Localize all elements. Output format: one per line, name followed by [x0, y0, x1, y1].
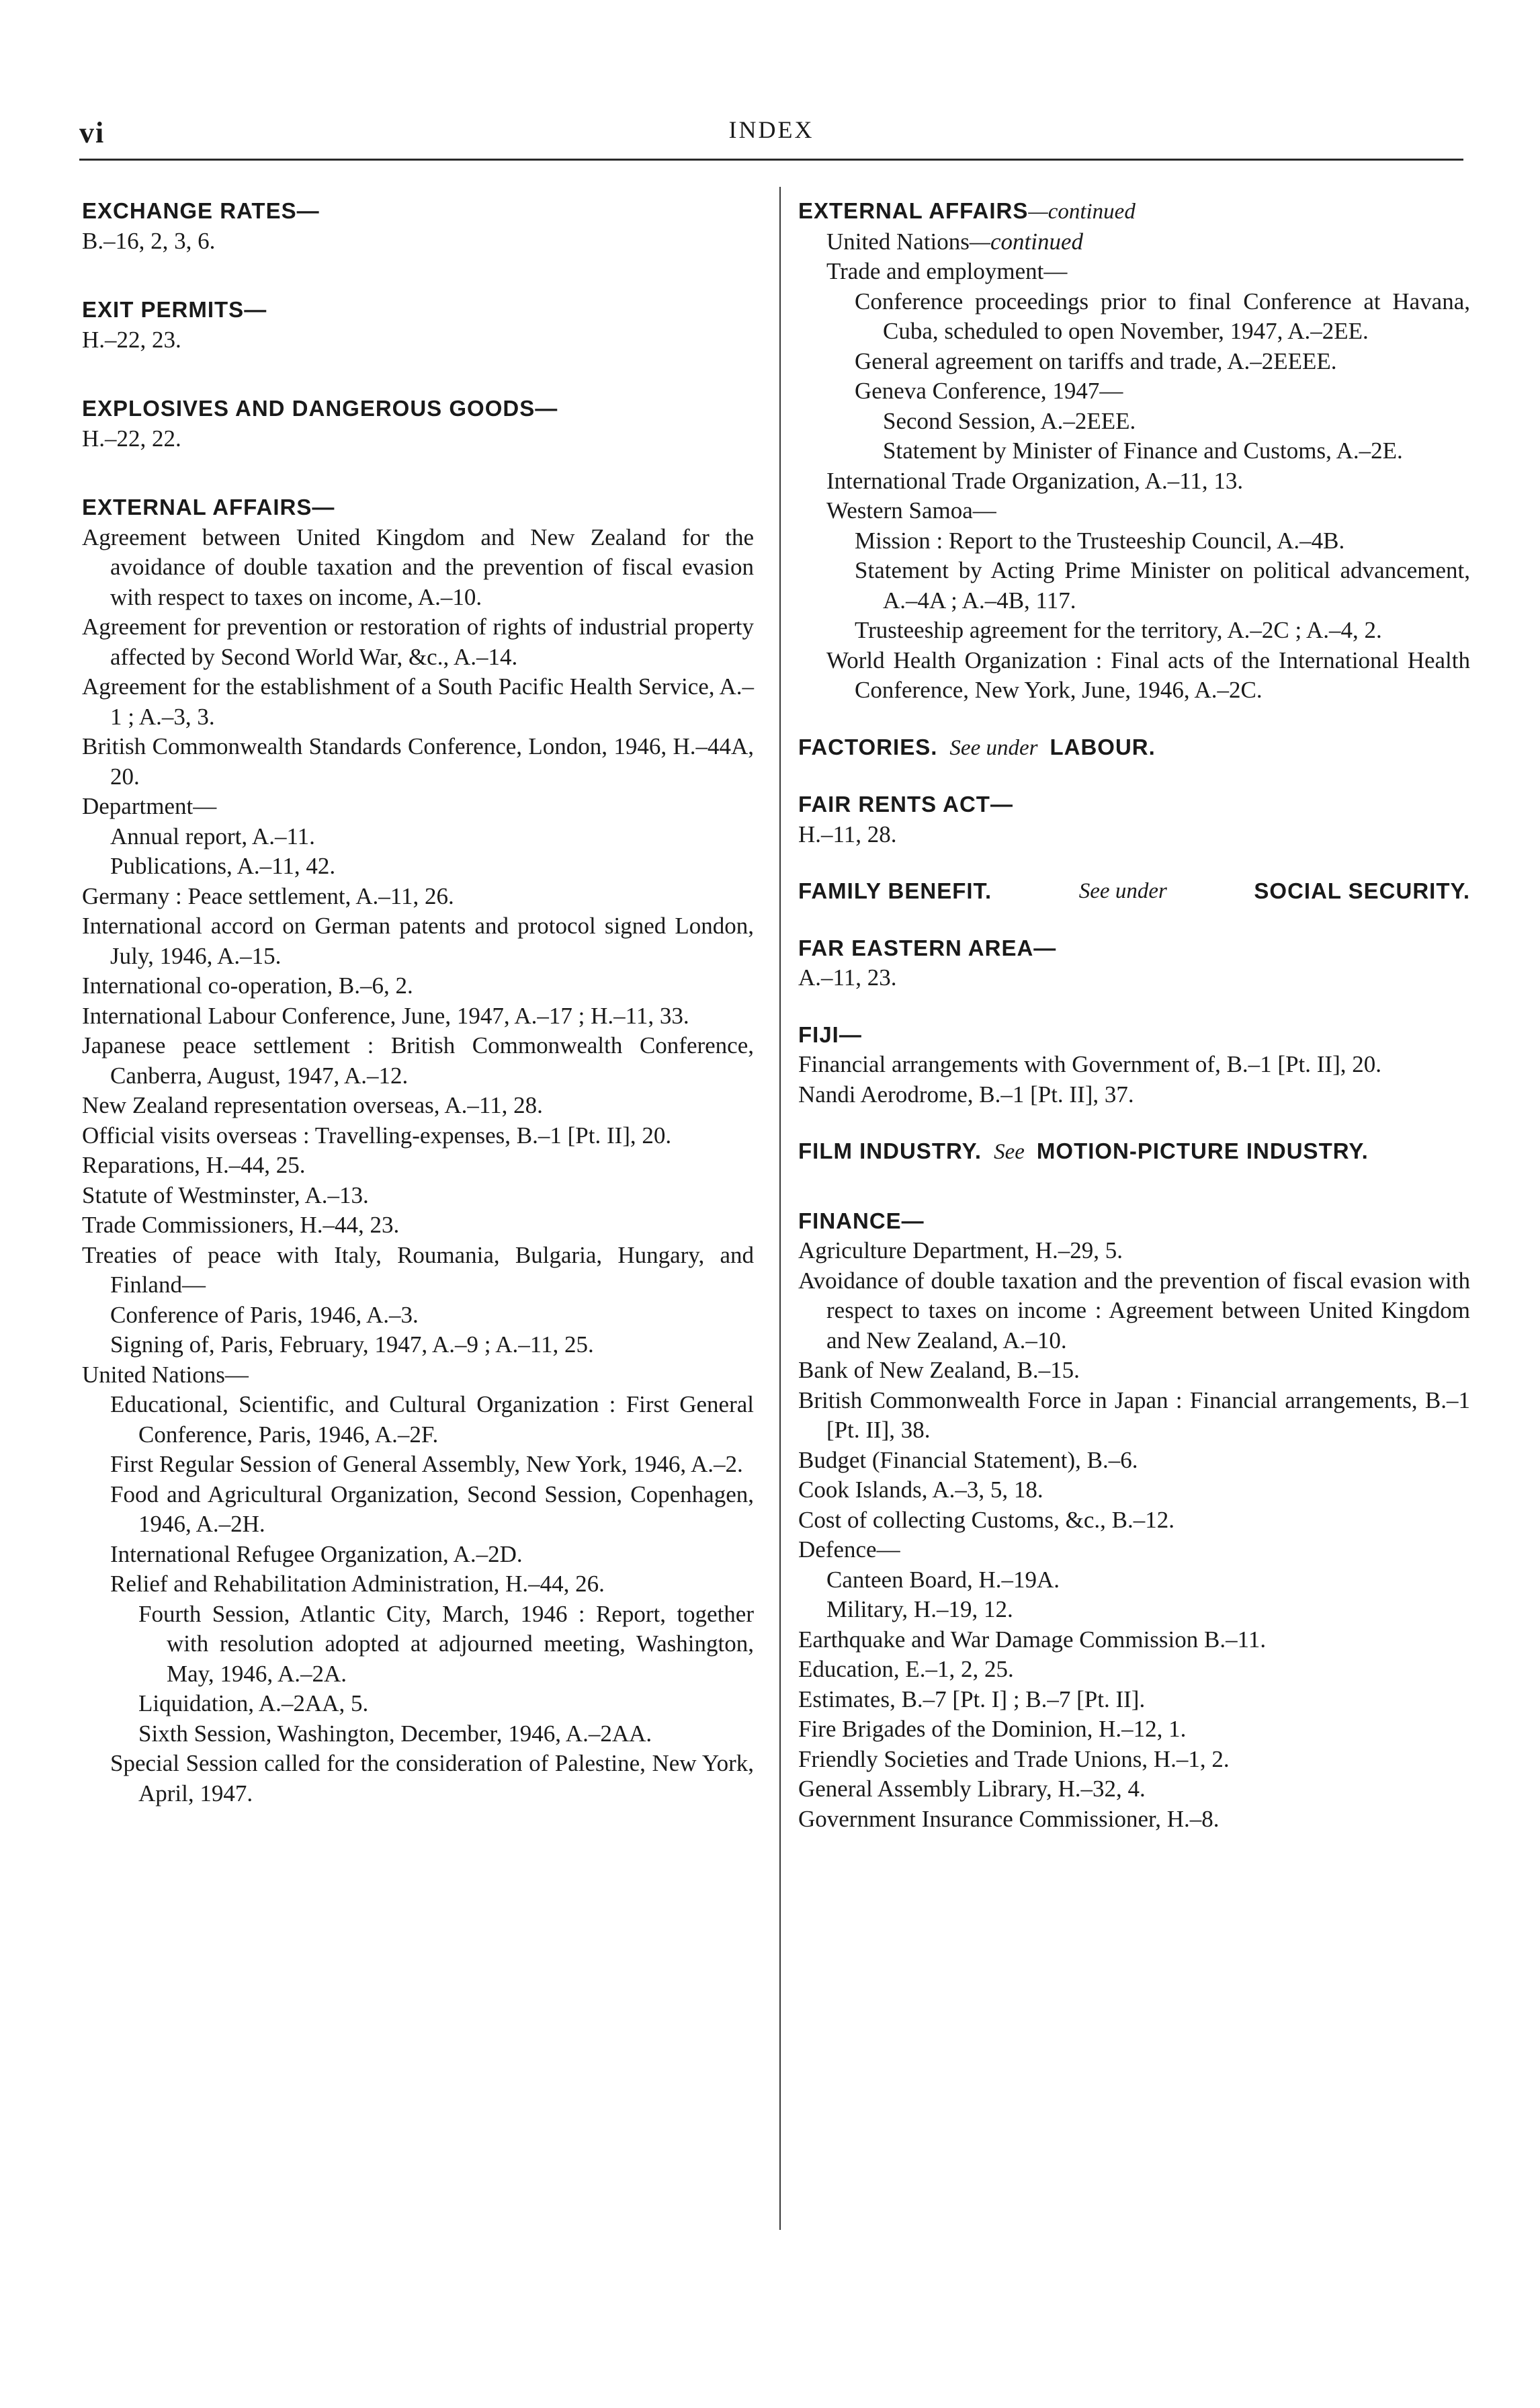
index-subentry: United Nations— [82, 1361, 249, 1388]
entry-items [82, 424, 754, 454]
entry-subheading: United Nations—continued [826, 228, 1084, 255]
index-subentry: Canteen Board, H.–19A. [826, 1566, 1060, 1593]
index-subentry: H.–22, 23. [82, 326, 181, 353]
index-subentry: Education, E.–1, 2, 25. [798, 1656, 1014, 1682]
index-subentry: B.–16, 2, 3, 6. [82, 227, 216, 254]
entry-items [798, 257, 1470, 706]
index-subentry: First Regular Session of General Assembly, New York, 1946, A.–2. [110, 1451, 743, 1477]
index-subentry: Annual report, A.–11. [110, 823, 315, 849]
index-subentry: Budget (Financial Statement), B.–6. [798, 1446, 1138, 1473]
index-entry-family-benefit [798, 876, 1470, 907]
index-subentry: Military, H.–19, 12. [826, 1596, 1013, 1622]
index-subentry: Trade and employment— [826, 258, 1068, 284]
index-subentry: Germany : Peace settlement, A.–11, 26. [82, 882, 454, 909]
index-entry-external-affairs-continued [798, 196, 1470, 706]
page-number: vi [79, 116, 105, 149]
index-subentry: British Commonwealth Standards Conference, London, 1946, H.–44A, 20. [82, 733, 754, 790]
entry-items [798, 820, 1470, 850]
entry-heading: EXTERNAL AFFAIRS— [82, 495, 335, 520]
entry-heading: FAR EASTERN AREA— [798, 935, 1057, 960]
entry-items [82, 523, 754, 1809]
index-subentry: H.–11, 28. [798, 821, 897, 847]
running-title: INDEX [728, 116, 814, 143]
entry-heading: FINANCE— [798, 1208, 925, 1233]
index-subentry: International Refugee Organization, A.–2D. [110, 1540, 523, 1567]
column-divider [779, 187, 781, 2230]
index-subentry: General agreement on tariffs and trade, A.–2EEEE. [855, 347, 1337, 374]
entry-items [798, 1236, 1470, 1834]
left-column [82, 196, 754, 1847]
entry-items [798, 1050, 1470, 1110]
index-subentry: Statute of Westminster, A.–13. [82, 1181, 369, 1208]
index-subentry: Department— [82, 793, 217, 819]
entry-heading: FACTORIES. See under LABOUR. [798, 734, 1156, 760]
index-entry-fair-rents-act [798, 790, 1470, 849]
index-subentry: Friendly Societies and Trade Unions, H.–1, 2. [798, 1745, 1230, 1772]
index-subentry: International Trade Organization, A.–11, 13. [826, 467, 1244, 494]
index-subentry: Avoidance of double taxation and the prevention of fiscal evasion with respect to taxes on income : Agreement between United Kingdom and New Zealand, A.–10. [798, 1267, 1470, 1354]
index-subentry: Sixth Session, Washington, December, 1946, A.–2AA. [138, 1720, 652, 1747]
index-subentry: Geneva Conference, 1947— [855, 378, 1123, 404]
index-subentry: Liquidation, A.–2AA, 5. [138, 1690, 369, 1716]
index-subentry: Agreement between United Kingdom and New Zealand for the avoidance of double taxation and the prevention of fiscal evasion with respect to taxes on income, A.–10. [82, 524, 754, 610]
entry-items [798, 963, 1470, 993]
entry-heading: FAMILY BENEFIT. See under SOCIAL SECURITY. [798, 878, 1470, 903]
index-entry-film-industry [798, 1136, 1470, 1167]
entry-heading: FIJI— [798, 1022, 862, 1047]
index-subentry: Educational, Scientific, and Cultural Organization : First General Conference, Paris, 1946, A.–2F. [110, 1391, 754, 1448]
index-entry-far-eastern-area [798, 933, 1470, 993]
index-subentry: Trade Commissioners, H.–44, 23. [82, 1212, 400, 1238]
entry-heading: EXPLOSIVES AND DANGEROUS GOODS— [82, 396, 558, 421]
index-subentry: International co-operation, B.–6, 2. [82, 972, 413, 999]
index-subentry: Statement by Minister of Finance and Customs, A.–2E. [883, 438, 1403, 464]
index-subentry: Cost of collecting Customs, &c., B.–12. [798, 1506, 1174, 1533]
index-subentry: Trusteeship agreement for the territory, A.–2C ; A.–4, 2. [855, 617, 1382, 643]
index-subentry: A.–11, 23. [798, 964, 897, 991]
index-subentry: Statement by Acting Prime Minister on political advancement, A.–4A ; A.–4B, 117. [855, 557, 1470, 614]
entry-heading: EXIT PERMITS— [82, 297, 267, 322]
index-subentry: Financial arrangements with Government of, B.–1 [Pt. II], 20. [798, 1051, 1381, 1077]
entry-items [82, 226, 754, 257]
index-subentry: British Commonwealth Force in Japan : Financial arrangements, B.–1 [Pt. II], 38. [798, 1386, 1470, 1443]
page-header [79, 116, 1463, 159]
index-entry-factories [798, 733, 1470, 763]
index-subentry: Agreement for the establishment of a South Pacific Health Service, A.–1 ; A.–3, 3. [82, 673, 754, 730]
index-entry-fiji [798, 1020, 1470, 1110]
index-subentry: Treaties of peace with Italy, Roumania, Bulgaria, Hungary, and Finland— [82, 1241, 754, 1298]
index-subentry: Relief and Rehabilitation Administration, H.–44, 26. [110, 1571, 605, 1597]
entry-heading: FAIR RENTS ACT— [798, 792, 1013, 817]
index-subentry: International Labour Conference, June, 1947, A.–17 ; H.–11, 33. [82, 1002, 689, 1029]
index-subentry: Agreement for prevention or restoration of rights of industrial property affected by Second World War, &c., A.–14. [82, 614, 754, 670]
index-subentry: Conference of Paris, 1946, A.–3. [110, 1301, 419, 1328]
index-subentry: Publications, A.–11, 42. [110, 853, 336, 879]
index-subentry: Mission : Report to the Trusteeship Council, A.–4B. [855, 527, 1345, 554]
index-subentry: Food and Agricultural Organization, Second Session, Copenhagen, 1946, A.–2H. [110, 1481, 754, 1537]
index-entry-external-affairs [82, 493, 754, 1809]
entry-heading: FILM INDUSTRY. See MOTION-PICTURE INDUSTRY. [798, 1138, 1369, 1164]
index-entry-exit-permits [82, 295, 754, 355]
right-column [798, 196, 1470, 1873]
index-subentry: Fourth Session, Atlantic City, March, 1946 : Report, together with resolution adopted at adjourned meeting, Washington, May, 1946, A.–2A. [138, 1600, 754, 1687]
index-entry-explosives-and-dangerous-goods [82, 394, 754, 454]
index-subentry: Second Session, A.–2EEE. [883, 407, 1136, 434]
index-subentry: World Health Organization : Final acts of the International Health Conference, New York, June, 1946, A.–2C. [826, 647, 1470, 703]
index-subentry: Cook Islands, A.–3, 5, 18. [798, 1477, 1043, 1503]
index-subentry: Signing of, Paris, February, 1947, A.–9 ; A.–11, 25. [110, 1331, 594, 1358]
entry-heading: EXTERNAL AFFAIRS—continued [798, 198, 1136, 224]
entry-items [82, 325, 754, 356]
index-subentry: Western Samoa— [826, 497, 996, 524]
index-subentry: H.–22, 22. [82, 425, 181, 452]
index-subentry: Agriculture Department, H.–29, 5. [798, 1237, 1123, 1263]
index-subentry: Fire Brigades of the Dominion, H.–12, 1. [798, 1716, 1187, 1742]
index-subentry: Nandi Aerodrome, B.–1 [Pt. II], 37. [798, 1081, 1134, 1108]
index-subentry: General Assembly Library, H.–32, 4. [798, 1776, 1146, 1802]
index-subentry: Earthquake and War Damage Commission B.–11. [798, 1626, 1267, 1653]
index-subentry: Conference proceedings prior to final Conference at Havana, Cuba, scheduled to open November, 1947, A.–2EE. [855, 288, 1470, 344]
index-entry-finance [798, 1206, 1470, 1835]
index-subentry: New Zealand representation overseas, A.–11, 28. [82, 1092, 543, 1118]
entry-heading: EXCHANGE RATES— [82, 198, 320, 223]
index-subentry: International accord on German patents and protocol signed London, July, 1946, A.–15. [82, 913, 754, 969]
index-entry-exchange-rates [82, 196, 754, 256]
index-subentry: Bank of New Zealand, B.–15. [798, 1357, 1080, 1383]
index-subentry: Government Insurance Commissioner, H.–8. [798, 1805, 1220, 1832]
index-subentry: Japanese peace settlement : British Commonwealth Conference, Canberra, August, 1947, A.–12. [82, 1032, 754, 1089]
index-subentry: Special Session called for the consideration of Palestine, New York, April, 1947. [110, 1750, 754, 1807]
index-subentry: Reparations, H.–44, 25. [82, 1152, 306, 1178]
index-subentry: Estimates, B.–7 [Pt. I] ; B.–7 [Pt. II]. [798, 1686, 1146, 1712]
index-subentry: Defence— [798, 1536, 900, 1563]
index-subentry: Official visits overseas : Travelling-expenses, B.–1 [Pt. II], 20. [82, 1122, 672, 1149]
header-rule [79, 159, 1463, 161]
